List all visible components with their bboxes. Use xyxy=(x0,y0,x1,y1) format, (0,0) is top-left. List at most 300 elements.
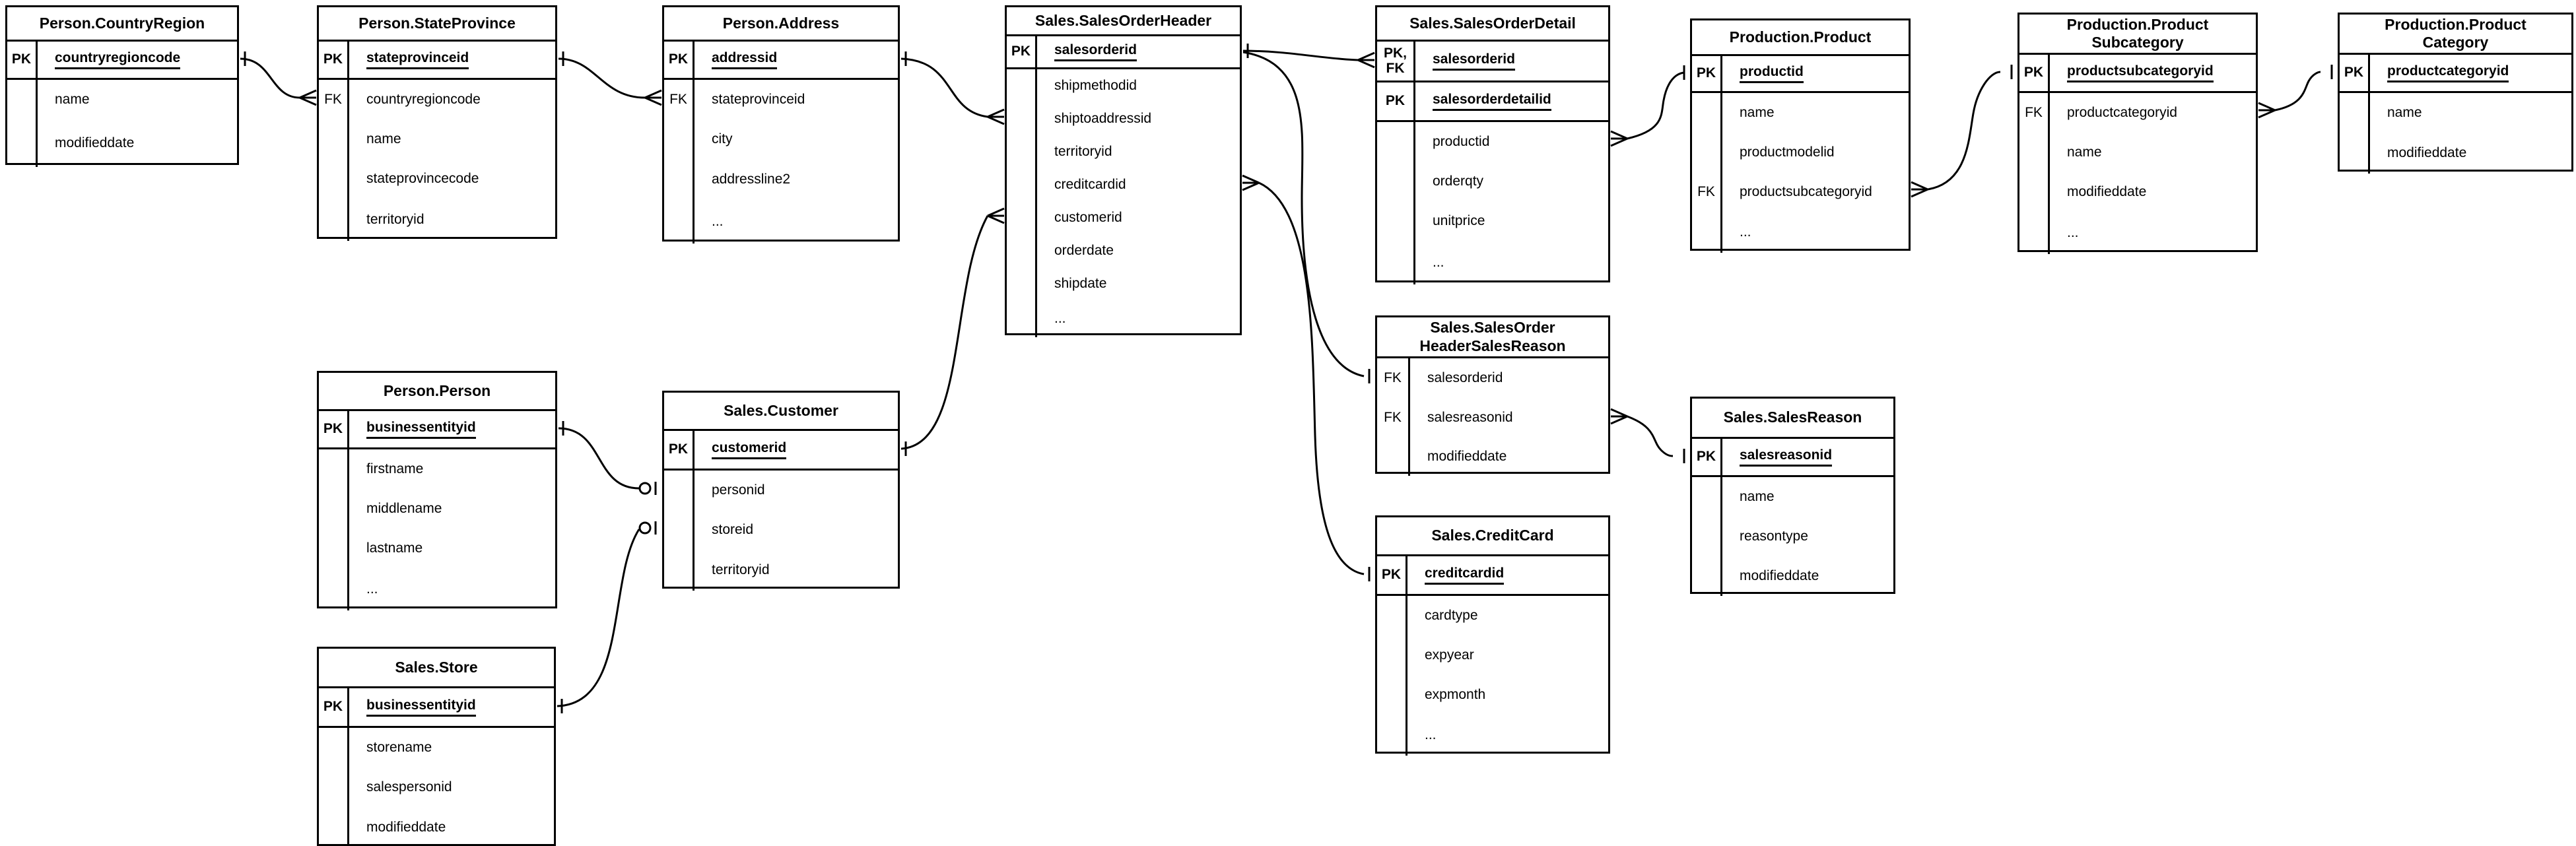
field-row-storeid xyxy=(664,510,898,550)
primary-key-field-name: stateprovinceid xyxy=(366,50,469,69)
key-label-cell xyxy=(1007,36,1037,67)
key-label: FK xyxy=(669,91,687,107)
field-name-cell xyxy=(1037,234,1114,267)
field-row-cardtype xyxy=(1377,596,1608,635)
key-label-cell xyxy=(664,550,695,591)
field-row-salesorderid xyxy=(1377,358,1608,398)
key-label: PK xyxy=(323,421,343,437)
key-label-cell xyxy=(1377,358,1410,398)
table-title xyxy=(319,649,554,688)
key-label-cell xyxy=(1692,172,1722,212)
field-name: addressline2 xyxy=(712,172,791,187)
field-row-unitprice xyxy=(1377,201,1608,241)
table-title xyxy=(319,373,555,411)
field-name: name xyxy=(1740,489,1775,504)
field-row-shipdate xyxy=(1007,267,1240,300)
field-name: ... xyxy=(1740,224,1751,240)
relationship-line-salesorderheader-headersalesreason xyxy=(1243,52,1364,376)
cardinality-many-crowfoot xyxy=(1611,131,1627,146)
field-name-cell xyxy=(2050,55,2214,91)
field-row-reasontype xyxy=(1692,517,1893,556)
key-label-cell xyxy=(1377,675,1407,715)
field-row-stateprovinceid xyxy=(319,42,555,80)
key-label: FK xyxy=(1697,183,1715,199)
table-title-line: Sales.Customer xyxy=(724,401,838,419)
relationship-line-countryregion-stateprovince xyxy=(240,59,300,98)
key-label: FK xyxy=(2025,104,2043,120)
field-row-addressline2 xyxy=(664,159,898,200)
relationship-line-customer-salesorderheader xyxy=(901,216,988,449)
field-row-stateprovincecode xyxy=(319,159,555,199)
field-name: modifieddate xyxy=(55,135,135,150)
table-title-line: Sales.Store xyxy=(395,658,478,676)
field-row-modifieddate xyxy=(2340,133,2571,174)
field-name-cell xyxy=(1037,267,1106,300)
field-name: name xyxy=(366,131,401,146)
primary-key-field-name: salesorderid xyxy=(1433,51,1515,71)
field-row-modifieddate xyxy=(7,119,237,167)
table-title-line: HeaderSalesReason xyxy=(1419,337,1566,354)
key-label-cell xyxy=(2340,93,2370,133)
field-name: stateprovincecode xyxy=(366,171,479,186)
entity-table-countryregion xyxy=(5,5,239,165)
relationship-line-person-customer xyxy=(559,428,639,488)
field-name-cell xyxy=(2050,133,2102,172)
field-name: productcategoryid xyxy=(2067,105,2177,120)
key-label-line: PK, xyxy=(1383,46,1407,61)
field-row-name xyxy=(7,80,237,119)
field-name-cell xyxy=(349,119,401,159)
key-label-cell xyxy=(664,200,695,244)
field-name: territoryid xyxy=(1054,144,1112,159)
field-name-cell xyxy=(2050,212,2079,254)
table-title-line: Sales.SalesReason xyxy=(1723,408,1862,426)
entity-table-salesorderheader xyxy=(1005,5,1242,335)
field-name: shipmethodid xyxy=(1054,78,1137,93)
field-row-productsubcategoryid xyxy=(1692,172,1909,212)
key-label-cell xyxy=(664,42,695,78)
field-name-cell xyxy=(1415,201,1485,241)
field-name: salespersonid xyxy=(366,779,452,795)
field-name: name xyxy=(1740,105,1775,120)
field-row-businessentityid xyxy=(319,688,554,728)
field-row-territoryid xyxy=(319,199,555,241)
key-label-cell xyxy=(319,767,349,807)
field-name-cell xyxy=(1722,172,1872,212)
field-row-ellipsis xyxy=(2019,212,2256,254)
field-row-name xyxy=(1692,93,1909,133)
key-label-cell xyxy=(1377,82,1415,120)
field-name: modifieddate xyxy=(1740,568,1819,583)
relationship-line-headersalesreason-salesreason xyxy=(1627,416,1673,456)
cardinality-many-crowfoot xyxy=(1358,53,1374,67)
field-name: countryregioncode xyxy=(366,92,481,107)
field-row-orderdate xyxy=(1007,234,1240,267)
field-row-orderqty xyxy=(1377,162,1608,201)
cardinality-many-crowfoot xyxy=(1242,176,1259,190)
table-title-line: Category xyxy=(2422,34,2489,51)
key-label-cell xyxy=(1692,556,1722,596)
table-title xyxy=(664,393,898,431)
key-label: PK xyxy=(2344,65,2364,81)
key-label: PK xyxy=(2023,65,2044,81)
field-row-salespersonid xyxy=(319,767,554,807)
field-name-cell xyxy=(1415,42,1515,81)
field-name: modifieddate xyxy=(1427,449,1507,464)
key-label-cell xyxy=(664,431,695,469)
key-label-cell xyxy=(319,489,349,529)
field-row-modifieddate xyxy=(319,807,554,846)
key-label-cell xyxy=(319,728,349,767)
field-row-ellipsis xyxy=(664,200,898,244)
field-name: ... xyxy=(366,581,378,597)
table-title-line: Person.StateProvince xyxy=(358,14,516,32)
table-title-line: Person.Address xyxy=(722,14,840,32)
table-title-line: Production.Product xyxy=(1729,28,1872,46)
table-title xyxy=(1377,317,1608,358)
field-row-productcategoryid xyxy=(2340,55,2571,93)
key-label-cell xyxy=(1377,241,1415,284)
key-label: PK xyxy=(323,699,343,715)
cardinality-many-crowfoot xyxy=(988,110,1004,124)
field-row-productid xyxy=(1377,122,1608,162)
field-name: salesreasonid xyxy=(1427,410,1513,425)
table-title-line: Person.CountryRegion xyxy=(39,14,205,32)
field-name-cell xyxy=(1410,398,1513,438)
field-name-cell xyxy=(1722,477,1775,517)
field-name: expmonth xyxy=(1425,687,1486,702)
key-label: PK xyxy=(11,51,32,67)
entity-table-creditcard xyxy=(1375,515,1610,754)
key-label-cell xyxy=(1377,122,1415,162)
key-label-cell xyxy=(1692,56,1722,91)
field-row-stateprovinceid xyxy=(664,80,898,119)
table-title-line: Sales.SalesOrderHeader xyxy=(1034,11,1212,29)
entity-table-productsubcategory xyxy=(2017,13,2258,252)
table-title-line: Sales.SalesOrder xyxy=(1430,319,1555,337)
field-name: unitprice xyxy=(1433,213,1485,228)
relationship-line-address-salesorderheader xyxy=(901,59,988,117)
field-name: shiptoaddressid xyxy=(1054,111,1152,126)
primary-key-field-name: salesorderdetailid xyxy=(1433,92,1551,111)
relationship-line-productsubcategory-productcategory xyxy=(2275,72,2321,110)
key-label: FK xyxy=(324,91,342,107)
entity-table-store xyxy=(317,647,556,846)
field-name: storename xyxy=(366,740,432,755)
cardinality-many-crowfoot xyxy=(988,209,1004,223)
field-name: customerid xyxy=(1054,210,1122,225)
key-label-cell xyxy=(1007,135,1037,168)
field-row-creditcardid xyxy=(1007,168,1240,201)
field-name: shipdate xyxy=(1054,276,1107,291)
field-row-ellipsis xyxy=(319,568,555,610)
field-row-lastname xyxy=(319,529,555,568)
field-name: cardtype xyxy=(1425,608,1478,623)
relationship-line-salesorderheader-creditcard xyxy=(1259,183,1364,574)
field-row-shipmethodid xyxy=(1007,69,1240,102)
field-row-modifieddate xyxy=(2019,172,2256,212)
primary-key-field-name: addressid xyxy=(712,50,777,69)
key-label-cell xyxy=(7,119,38,167)
field-name-cell xyxy=(1415,82,1551,120)
field-row-city xyxy=(664,119,898,159)
key-label-cell xyxy=(7,80,38,119)
table-title xyxy=(7,7,237,42)
field-name-cell xyxy=(2050,172,2146,212)
field-name-cell xyxy=(695,510,753,550)
field-name-cell xyxy=(349,411,476,447)
table-title xyxy=(1692,20,1909,56)
field-name: ... xyxy=(1425,727,1437,742)
field-name-cell xyxy=(695,42,777,78)
primary-key-field-name: productcategoryid xyxy=(2387,63,2509,82)
key-label-cell xyxy=(1007,168,1037,201)
key-label: PK xyxy=(668,51,689,67)
key-label-cell xyxy=(319,449,349,489)
table-title xyxy=(664,7,898,42)
primary-key-field-name: creditcardid xyxy=(1425,566,1504,585)
field-name-cell xyxy=(1415,162,1483,201)
field-row-territoryid xyxy=(1007,135,1240,168)
field-name: territoryid xyxy=(366,212,424,227)
table-title-line: Sales.SalesOrderDetail xyxy=(1409,14,1576,32)
field-name-cell xyxy=(1415,241,1444,284)
field-row-salesorderid xyxy=(1007,36,1240,69)
table-title xyxy=(1377,517,1608,556)
table-title-line: Sales.CreditCard xyxy=(1431,527,1554,544)
field-name-cell xyxy=(38,119,134,167)
entity-table-customer xyxy=(662,391,900,589)
field-name: ... xyxy=(2067,225,2079,240)
key-label-cell xyxy=(1377,556,1407,594)
key-label-cell xyxy=(319,80,349,119)
table-title-line: Production.Product xyxy=(2385,15,2526,33)
cardinality-many-crowfoot xyxy=(1911,182,1928,197)
key-label-cell xyxy=(7,42,38,78)
key-label-cell xyxy=(1377,42,1415,81)
key-label-cell xyxy=(1692,439,1722,475)
relationship-line-store-customer xyxy=(557,529,639,706)
primary-key-field-name: salesorderid xyxy=(1054,42,1137,61)
key-label-cell xyxy=(1692,517,1722,556)
relationship-line-stateprovince-address xyxy=(559,59,645,98)
cardinality-many-crowfoot xyxy=(1611,409,1627,424)
table-title-line: Person.Person xyxy=(383,381,491,399)
field-name-cell xyxy=(349,449,423,489)
field-row-ellipsis xyxy=(1692,212,1909,253)
field-name-cell xyxy=(2370,93,2422,133)
field-row-productcategoryid xyxy=(2019,93,2256,133)
field-row-storename xyxy=(319,728,554,767)
field-name: personid xyxy=(712,482,765,498)
key-label-cell xyxy=(319,688,349,726)
key-label-cell xyxy=(664,510,695,550)
field-name-cell xyxy=(349,529,423,568)
field-name-cell xyxy=(349,767,452,807)
entity-table-salesorderdetail xyxy=(1375,5,1610,282)
field-row-territoryid xyxy=(664,550,898,591)
field-name: salesorderid xyxy=(1427,370,1503,385)
field-name: ... xyxy=(1433,255,1444,270)
field-name: orderqty xyxy=(1433,174,1484,189)
field-name-cell xyxy=(1415,122,1489,162)
key-label-cell xyxy=(1007,102,1037,135)
field-name-cell xyxy=(349,568,378,610)
primary-key-field-name: customerid xyxy=(712,440,786,459)
entity-table-salesreason xyxy=(1690,397,1895,594)
field-name: orderdate xyxy=(1054,243,1114,258)
field-name-cell xyxy=(2370,133,2466,174)
key-label-cell xyxy=(319,411,349,447)
field-name: territoryid xyxy=(712,562,770,577)
field-row-name xyxy=(2340,93,2571,133)
field-name-cell xyxy=(1407,556,1504,594)
entity-table-address xyxy=(662,5,900,242)
primary-key-field-name: businessentityid xyxy=(366,698,476,717)
field-name: firstname xyxy=(366,461,424,476)
field-name-cell xyxy=(695,550,770,591)
field-name: storeid xyxy=(712,522,754,537)
key-label: PK xyxy=(1011,44,1031,59)
field-name-cell xyxy=(1407,675,1485,715)
cardinality-many-crowfoot xyxy=(300,90,316,105)
key-label-cell xyxy=(319,159,349,199)
key-label-cell xyxy=(664,80,695,119)
field-name-cell xyxy=(1722,93,1775,133)
field-name: ... xyxy=(712,214,724,229)
field-name: ... xyxy=(1054,311,1066,326)
cardinality-many-crowfoot xyxy=(2258,103,2275,117)
key-label-cell xyxy=(2340,133,2370,174)
key-label-cell xyxy=(2340,55,2370,91)
field-name-cell xyxy=(1037,102,1151,135)
field-name-cell xyxy=(1410,358,1503,398)
field-name: modifieddate xyxy=(2387,145,2467,160)
field-name-cell xyxy=(695,80,805,119)
field-row-personid xyxy=(664,471,898,510)
entity-table-person xyxy=(317,371,557,608)
key-label-cell xyxy=(1377,162,1415,201)
key-label-cell xyxy=(664,119,695,159)
field-row-modifieddate xyxy=(1692,556,1893,596)
field-name: modifieddate xyxy=(2067,184,2147,199)
relationship-line-salesorderdetail-product xyxy=(1627,73,1684,139)
key-label-cell xyxy=(1007,69,1037,102)
table-title xyxy=(2019,15,2256,55)
table-title xyxy=(1007,7,1240,36)
field-row-middlename xyxy=(319,489,555,529)
field-name-cell xyxy=(349,728,432,767)
field-name-cell xyxy=(1407,635,1474,675)
field-name-cell xyxy=(38,42,180,78)
field-name: expyear xyxy=(1425,647,1474,663)
key-label-cell xyxy=(1377,635,1407,675)
key-label: PK xyxy=(1696,65,1716,81)
field-name: middlename xyxy=(366,501,442,516)
field-name: reasontype xyxy=(1740,529,1808,544)
field-name: productmodelid xyxy=(1740,145,1835,160)
entity-table-salesorderheadersalesreason xyxy=(1375,315,1610,474)
key-label-line: FK xyxy=(1386,60,1405,76)
key-label-cell xyxy=(2019,93,2050,133)
key-label-cell xyxy=(319,42,349,78)
field-name: city xyxy=(712,131,733,146)
key-label-cell xyxy=(319,199,349,241)
relationship-line-salesorderheader-salesorderdetail xyxy=(1243,51,1358,60)
entity-table-productcategory xyxy=(2338,13,2573,172)
field-name-cell xyxy=(349,42,469,78)
field-name-cell xyxy=(2050,93,2177,133)
field-row-businessentityid xyxy=(319,411,555,449)
field-name: lastname xyxy=(366,540,423,556)
field-name-cell xyxy=(2370,55,2509,91)
primary-key-field-name: productid xyxy=(1740,64,1804,83)
entity-table-product xyxy=(1690,18,1911,251)
cardinality-zero-circle xyxy=(640,483,650,494)
field-name: name xyxy=(2387,105,2422,120)
field-name-cell xyxy=(1410,438,1507,476)
key-label-cell xyxy=(1692,212,1722,253)
key-label-cell xyxy=(1377,398,1410,438)
field-row-productid xyxy=(1692,56,1909,93)
key-label-cell xyxy=(319,807,349,846)
key-label-cell xyxy=(319,119,349,159)
key-label-cell xyxy=(2019,133,2050,172)
field-row-productmodelid xyxy=(1692,133,1909,172)
key-label-cell xyxy=(664,159,695,200)
field-name-cell xyxy=(349,80,481,119)
field-name-cell xyxy=(1407,596,1478,635)
field-row-modifieddate xyxy=(1377,438,1608,476)
key-label-cell xyxy=(1377,715,1407,756)
field-name: productid xyxy=(1433,134,1490,149)
field-row-customerid xyxy=(664,431,898,471)
key-label: PK xyxy=(1385,93,1406,109)
field-row-ellipsis xyxy=(1377,241,1608,284)
field-name: name xyxy=(55,92,90,107)
field-name-cell xyxy=(1722,133,1835,172)
field-row-expmonth xyxy=(1377,675,1608,715)
key-label: FK xyxy=(1384,370,1402,385)
entity-table-stateprovince xyxy=(317,5,557,239)
table-title xyxy=(319,7,555,42)
key-label: PK xyxy=(1381,567,1402,583)
field-name-cell xyxy=(1407,715,1437,756)
field-row-customerid xyxy=(1007,201,1240,234)
field-name-cell xyxy=(1037,135,1112,168)
field-row-countryregioncode xyxy=(7,42,237,80)
primary-key-field-name: countryregioncode xyxy=(55,50,180,69)
key-label-cell xyxy=(1007,201,1037,234)
key-label-cell xyxy=(1692,133,1722,172)
field-name-cell xyxy=(349,159,479,199)
primary-key-field-name: productsubcategoryid xyxy=(2067,63,2214,82)
field-name-cell xyxy=(1037,300,1066,337)
field-row-creditcardid xyxy=(1377,556,1608,596)
field-name-cell xyxy=(349,489,442,529)
field-row-salesreasonid xyxy=(1692,439,1893,477)
field-row-addressid xyxy=(664,42,898,80)
field-row-productsubcategoryid xyxy=(2019,55,2256,93)
primary-key-field-name: businessentityid xyxy=(366,420,476,439)
field-name: modifieddate xyxy=(366,820,446,835)
table-title-line: Production.Product xyxy=(2066,15,2209,33)
field-row-salesorderdetailid xyxy=(1377,82,1608,122)
key-label-cell xyxy=(1377,201,1415,241)
field-name-cell xyxy=(695,471,765,510)
field-row-ellipsis xyxy=(1377,715,1608,756)
field-name-cell xyxy=(695,159,790,200)
